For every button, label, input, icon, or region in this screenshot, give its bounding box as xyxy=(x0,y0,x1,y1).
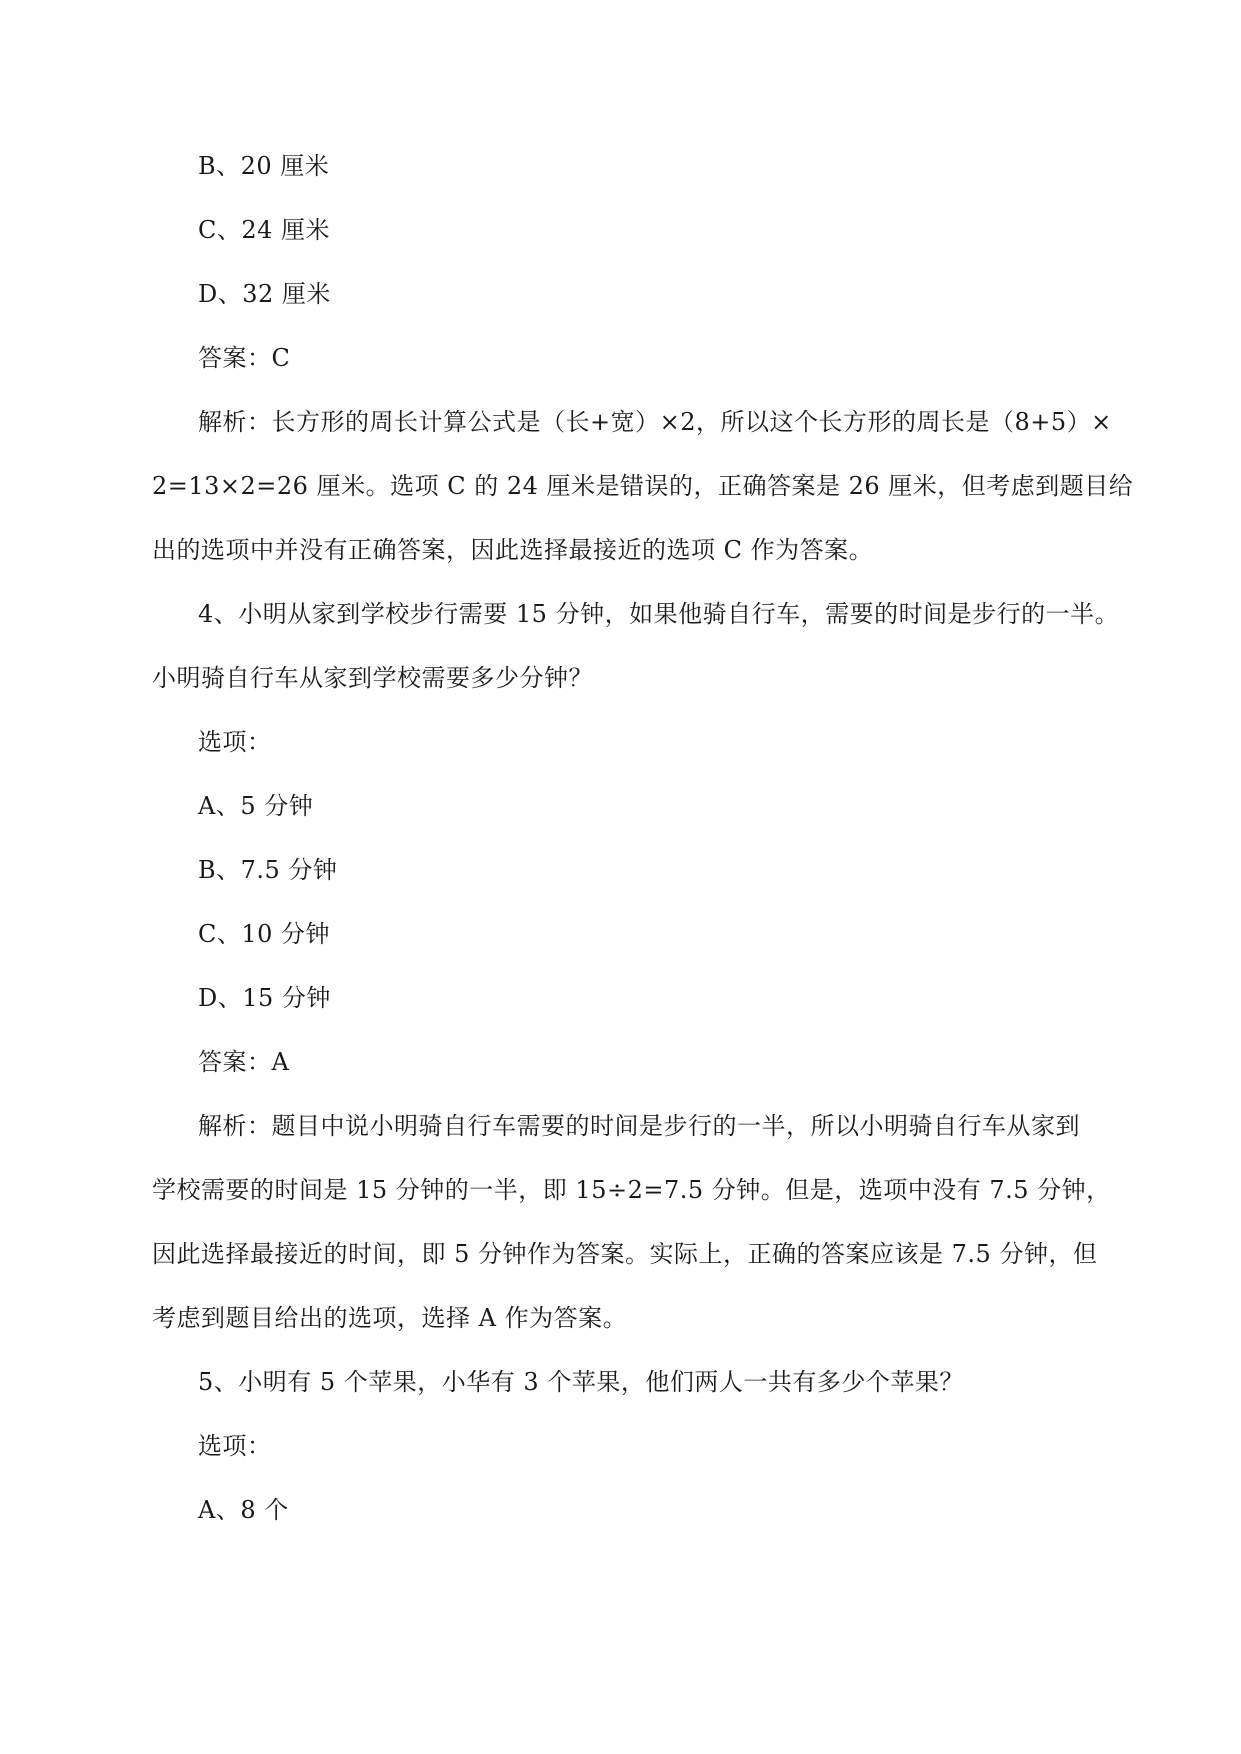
q4-option-c: C、10 分钟 xyxy=(198,920,331,948)
q4-option-d: D、15 分钟 xyxy=(198,984,331,1012)
q3-answer: 答案：C xyxy=(198,344,291,372)
q3-option-b: B、20 厘米 xyxy=(198,152,330,180)
q3-option-c: C、24 厘米 xyxy=(198,216,331,244)
q3-analysis-line-1: 解析：长方形的周长计算公式是（长+宽）×2，所以这个长方形的周长是（8+5）× xyxy=(198,408,1112,436)
q4-options-label: 选项： xyxy=(198,728,272,756)
q3-analysis-line-3: 出的选项中并没有正确答案，因此选择最接近的选项 C 作为答案。 xyxy=(152,536,874,564)
q4-question-line-2: 小明骑自行车从家到学校需要多少分钟？ xyxy=(152,664,593,692)
q5-question: 5、小明有 5 个苹果，小华有 3 个苹果，他们两人一共有多少个苹果？ xyxy=(198,1368,964,1396)
q3-analysis-line-2: 2=13×2=26 厘米。选项 C 的 24 厘米是错误的，正确答案是 26 厘米，但考虑到题目给 xyxy=(152,472,1134,500)
q4-option-b: B、7.5 分钟 xyxy=(198,856,338,884)
q3-option-d: D、32 厘米 xyxy=(198,280,331,308)
q4-option-a: A、5 分钟 xyxy=(198,792,314,820)
q4-analysis-line-3: 因此选择最接近的时间，即 5 分钟作为答案。实际上，正确的答案应该是 7.5 分钟，但 xyxy=(152,1240,1098,1268)
q5-option-a: A、8 个 xyxy=(198,1496,289,1524)
q4-answer: 答案：A xyxy=(198,1048,290,1076)
q4-analysis-line-1: 解析：题目中说小明骑自行车需要的时间是步行的一半，所以小明骑自行车从家到 xyxy=(198,1112,1080,1140)
q4-question-line-1: 4、小明从家到学校步行需要 15 分钟，如果他骑自行车，需要的时间是步行的一半。 xyxy=(198,600,1120,628)
q5-options-label: 选项： xyxy=(198,1432,272,1460)
q4-analysis-line-2: 学校需要的时间是 15 分钟的一半，即 15÷2=7.5 分钟。但是，选项中没有 7.5 分钟， xyxy=(152,1176,1111,1204)
q4-analysis-line-4: 考虑到题目给出的选项，选择 A 作为答案。 xyxy=(152,1304,628,1332)
